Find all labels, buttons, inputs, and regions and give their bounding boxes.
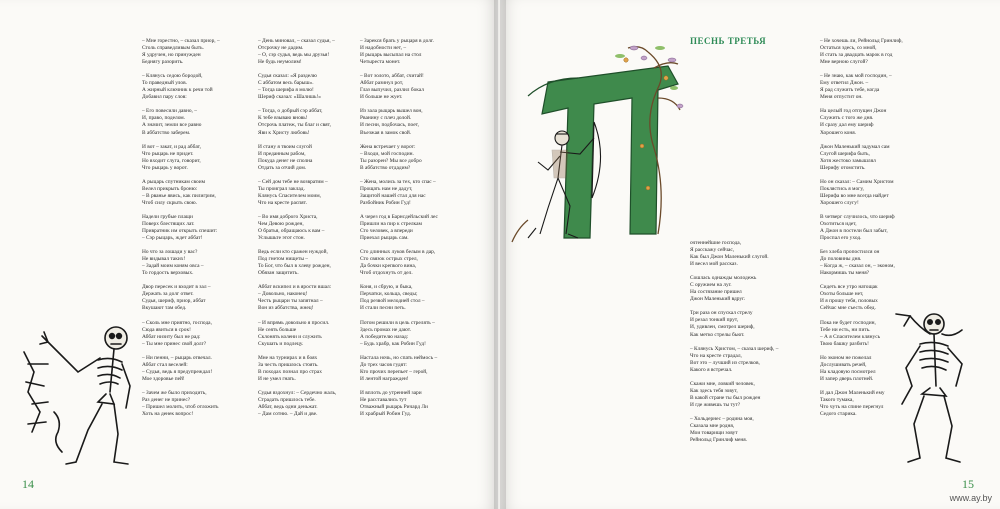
stanza: – Во имя доброго Христа, Чем Девою рожден, О братья, обращаюсь к вам – Услышьте этот стон.	[258, 213, 325, 242]
page-number-left: 14	[22, 477, 34, 491]
stanza: – День миновал, – сказал судья, – Отсрочку не дадим. – О, сэр судья, ведь мы друзья! Не будь неумолим!	[258, 38, 335, 66]
skeleton-illustration-left	[18, 312, 136, 472]
stanza: – Не хочешь ли, Рейнольд Гринлиф, Остаться здесь, со мной, И стать за двадцать марок в год Мне верною слугой?	[820, 38, 903, 66]
stanza: Три раза он спускал стрелу И резал тонкий прут, И, удивлен, смотрел шериф, Как метко стрелы бьют.	[690, 310, 755, 338]
stanza: – Клянусь Христом, – сказал шериф, – Что на кресте страдал, Вот это – лучший из стрелков, Какого я встречал.	[690, 345, 779, 373]
skeleton-illustration-right	[890, 308, 976, 468]
stanza: А через год в Барнсдейльский лес Пришли на пир к стрелкам Сто человек, а впереди Приехал рыцарь сам.	[360, 213, 438, 242]
stanza: – Зарекся брать у рыцаря в долг. И надобности нет, – И рыцарь высыпал на стол Четыреста монет.	[360, 38, 434, 66]
stanza: – Его повесили давно, – И, право, поделом. А значит, земли все равно В аббатство заберем.	[142, 108, 202, 136]
stanza: Потом решили в цель стрелять – Здесь промах не дают. А победителю назад: – Будь храбр, как Робин Гуд!	[360, 319, 435, 347]
stanza: – Жена, молись за тех, кто спас – Прощать нам не дадут, Защитой нашей стал для нас Разбойник Робин Гуд!	[360, 178, 436, 206]
stanza: очтеннейшие господа, Я расскажу сейчас, Как был Джон Маленький слугой. И весел мой рассказ.	[690, 240, 769, 268]
stanza: – Клянусь седою бородой, То праведный улов. А жирный ключник к речи той Добавил пару слов:	[142, 73, 213, 101]
book-gutter	[494, 0, 506, 509]
stanza: – Сей дом тебе не возвратим – Ты проиграл заклад. Клянусь Спасителем моим, Что на кресте распят.	[258, 178, 328, 206]
stanza: И вот – закат, и рад аббат, Что рыцарь не придет. Но входит слуга, говорит, Что рыцарь у ворот.	[142, 143, 201, 171]
stanza: Сошлась однажды молодежь С оружием на луг. На состязание пришел Джон Маленький вдруг.	[690, 275, 757, 303]
page-number-right: 15	[962, 477, 974, 491]
stanza: – Не знаю, как мой господин, – Ему ответил Джон. – Я рад служить тебе, когда Меня отпустит он.	[820, 73, 892, 101]
stanza: Жена встречает у ворот: – Входи, мой господин. Ты разорен? Мы все добро В аббатство отдадим?	[360, 143, 422, 171]
left-column-2	[258, 38, 370, 425]
stanza: Ведь если кто сражен нуждой, Под гнетом нищеты – То Бог, что был в хлеву рожден, Обязан защитить.	[258, 249, 331, 277]
stanza: – Мне горестно, – сказал приор, – Столь справедливым быть. Я удручен, но принужден Беднягу разорить.	[142, 38, 220, 66]
stanza: – Сколь мне приятно, господа, Сюда явиться в срок! Аббат низиту был не рад: – Ты мне принес свой долг?	[142, 319, 212, 347]
stanza: И стану я твоим слугой И преданным рабом, Покуда денег не сполна Отдать за отчий дом.	[258, 143, 313, 171]
stanza: Джон Маленький задумал сам Слугой шерифа быть, Хотя жестоко замышлял Шерифу отомстить.	[820, 143, 890, 171]
stanza: Настала ночь, но спать неймось – До трех часов гудят: Кто прочих перепьет – герой, И лентой награжден!	[360, 354, 438, 382]
stanza: – Тогда, о добрый сэр аббат, К тебе взываю вновь! Отсрочь платеж, ты благ и свят, Яви к Христу любовь!	[258, 108, 331, 136]
stanza: Из зала рыцарь вышел вон, Рванину с плеч долой. И песни, подбочась, поет, Въезжая в замок свой.	[360, 108, 423, 136]
stanza: – Зачем же было приходить, Раз денег не принес? – Пришел молить, чтоб отложить Хоть на денек вопрос!	[142, 389, 219, 418]
stanza: Двор пересек и входит в зал – Держать за долг ответ. Судья, шериф, приор, аббат Вкушают там обед.	[142, 284, 211, 312]
stanza: Но что за лошади у вас? Не видывал таких! – Задай моим коням овса – То гордость верховых.	[142, 249, 204, 277]
stanza: Мне на турнирах и в боях За честь пришлось стоять. В походах познал про страх И не умел гнать.	[258, 354, 322, 382]
stanza: Судья вздохнул: – Сердечно жаль, Страдать пришлось тебе. Аббат, ведь одни деньжат. – Дам сотню. – Дай и две.	[258, 389, 337, 418]
stanza: Коня, и сбрую, и быка, Перчатки, кольца, сведы; Под резвой мелодией стол – И стали песни петь.	[360, 284, 425, 312]
stanza: Но он сказал: – Самим Христом Поклястись я могу, Шерифа во мне всегда найдет Хорошего слугу!	[820, 178, 894, 206]
stanza: – Вот золото, аббат, считай! Аббат разинул рот, Глаз выпучил, разлил бокал И больше не жует.	[360, 73, 424, 101]
stanza: И вплоть до утренней зари Не расставались тут Отважный рыцарь Ричард Ли И храбрый Робин Гуд.	[360, 389, 428, 418]
stanza: На целый год отпущен Джон Служить с того же дня. И сразу дал ему шериф Хорошего коня.	[820, 108, 887, 136]
stanza: – И впрямь довольно я просил. Не сеять больше Склонять колени и служить Скушать и подлецу.	[258, 319, 330, 347]
stanza: Надели грубые плащи Поверх блестящих лат. Привратник им открыть спешит: – Сэр рыцарь, ждет аббат!	[142, 213, 218, 242]
stanza: И дал Джон Маленький ему Такого тумака, Что чуть на спине перегнул Седого старика.	[820, 389, 885, 418]
stanza: В четверг случилось, что шериф Охотиться идет, А Джон в постели был забыт, Проспал его уход.	[820, 213, 895, 242]
stanza: – Ни пенни, – рыцарь отвечал. Аббат стал веселей: – Судья, ведь я предупреждал! Мое здоровье пей!	[142, 354, 213, 382]
stanza: Пока не будет господин, Тебе ни есть, ни пить. – А я Спасителем клянусь Твою башку разбить!	[820, 319, 881, 347]
stanza: Аббат вскипел и в ярости вшал: – Довольно, наконец! Честь рыцари ты запятнал – Вон из аббатства, жнец!	[258, 284, 332, 312]
stanza: Сто длинных луков белым в дар, Сто связок острых стрел, Да бочки крепкого вина, Чтоб отдохнуть от дел.	[360, 249, 436, 277]
stanza: Без хлеба пропостился он До половины дня. – Когда ж, – сказал он, – эконом, Накормишь ты меня?	[820, 249, 895, 277]
right-column-1	[690, 240, 818, 451]
stanza: А рыцарь спутникам своим Велел прикрыть броню: – В рванье явись, как пилигрим, Чтоб силу скрыть свою.	[142, 178, 216, 206]
stanza: Сидеть все утро натощак Охоты больше нет, И я прошу тебя, половых Сейчас мне съесть обед.	[820, 284, 878, 312]
watermark: www.ay.by	[949, 493, 992, 503]
left-column-1	[142, 38, 254, 425]
song-title: ПЕСНЬ ТРЕТЬЯ	[690, 36, 767, 46]
left-column-3	[360, 38, 476, 425]
stanza: – Хольдернес – родина моя, Сказала мне родня, Мои товарищи зовут Рейнольд Гринлиф меня.	[690, 415, 754, 444]
archer-dropcap-illustration	[508, 38, 688, 248]
stanza: Но эконом не пожелал Дослушивать речей, На кладовую посмотрел И запер дверь плотней.	[820, 354, 876, 382]
stanza: Скажи мне, ловкий человек, Как здесь тебя зовут, В какой стране ты был рожден И где живешь ты тут?	[690, 380, 761, 408]
stanza: Судья сказал: «Я разделю С аббатом весь барыш». – Тогда шерифа я молю! Шериф сказал: «Шалишь!»	[258, 73, 321, 101]
